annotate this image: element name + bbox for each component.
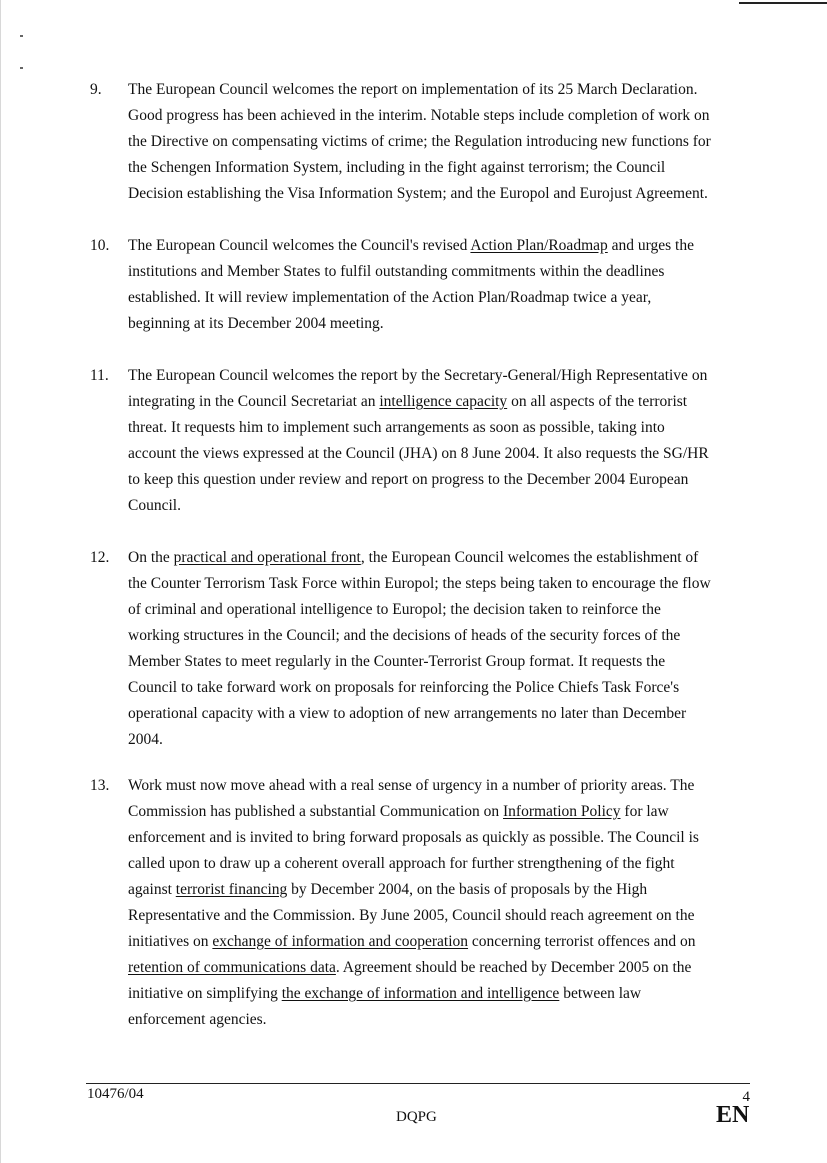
text-line — [128, 129, 758, 155]
paragraph-text — [128, 773, 758, 1033]
text-segment: between law — [559, 985, 642, 1002]
text-segment: enforcement and is invited to bring forward proposals as quickly as possible. The Council is — [128, 829, 699, 846]
text-segment: called upon to draw up a coherent overall approach for further strengthening of the fight — [128, 855, 675, 872]
text-segment: The European Council welcomes the report by the Secretary-General/High Representative on — [128, 367, 708, 384]
text-line — [128, 597, 758, 623]
text-line — [128, 493, 758, 519]
paragraph-number: 12. — [90, 549, 110, 566]
underlined-term: retention of communications data — [128, 959, 336, 976]
text-line — [128, 77, 758, 103]
text-segment: threat. It requests him to implement such arrangements as soon as possible, taking into — [128, 419, 665, 436]
text-segment: Council. — [128, 497, 181, 514]
text-segment: Good progress has been achieved in the interim. Notable steps include completion of work on — [128, 107, 710, 124]
text-segment: , the European Council welcomes the establishment of — [360, 549, 699, 566]
text-segment: for law — [620, 803, 669, 820]
paragraph-number: 11. — [90, 367, 109, 384]
text-segment: initiative on simplifying — [128, 985, 282, 1002]
text-line — [128, 955, 758, 981]
underlined-term: Information Policy — [503, 803, 621, 820]
text-line — [128, 103, 758, 129]
top-rule — [739, 2, 827, 4]
text-line — [128, 311, 758, 337]
text-line — [128, 155, 758, 181]
text-segment: The European Council welcomes the report on implementation of its 25 March Declaration. — [128, 81, 698, 98]
text-line — [128, 467, 758, 493]
text-line — [128, 545, 758, 571]
text-segment: Representative and the Commission. By June 2005, Council should reach agreement on the — [128, 907, 695, 924]
underlined-term: the exchange of information and intelligence — [281, 985, 560, 1002]
footer-department-code: DQPG — [396, 1109, 437, 1125]
text-line — [128, 285, 758, 311]
paragraph-number: 13. — [90, 777, 110, 794]
text-line — [128, 181, 758, 207]
paragraph-number: 9. — [90, 81, 102, 98]
paragraph-text — [128, 545, 758, 753]
text-line — [128, 675, 758, 701]
text-line — [128, 649, 758, 675]
text-segment: concerning terrorist offences and on — [468, 933, 696, 950]
underlined-term: terrorist financing — [175, 881, 288, 898]
text-segment: beginning at its December 2004 meeting. — [128, 315, 384, 332]
text-line — [128, 389, 758, 415]
text-line — [128, 877, 758, 903]
text-segment: the Counter Terrorism Task Force within Europol; the steps being taken to encourage the flow — [128, 575, 711, 592]
text-line — [128, 773, 758, 799]
paragraph-text — [128, 77, 758, 207]
text-line — [128, 825, 758, 851]
text-line — [128, 363, 758, 389]
text-segment: enforcement agencies. — [128, 1011, 267, 1028]
footer-document-number: 10476/04 — [87, 1086, 144, 1102]
text-line — [128, 727, 758, 753]
text-segment: to keep this question under review and report on progress to the December 2004 European — [128, 471, 689, 488]
text-segment: institutions and Member States to fulfil outstanding commitments within the deadlines — [128, 263, 665, 280]
text-segment: working structures in the Council; and the decisions of heads of the security forces of the — [128, 627, 681, 644]
text-segment: Work must now move ahead with a real sense of urgency in a number of priority areas. The — [128, 777, 695, 794]
text-line — [128, 441, 758, 467]
text-line — [128, 623, 758, 649]
text-line — [128, 259, 758, 285]
text-segment: initiatives on — [128, 933, 213, 950]
paragraph-number: 10. — [90, 237, 110, 254]
underlined-term: practical and operational front — [173, 549, 361, 566]
underlined-term: exchange of information and cooperation — [212, 933, 469, 950]
text-segment: Member States to meet regularly in the Counter-Terrorist Group format. It requests the — [128, 653, 666, 670]
underlined-term: intelligence capacity — [379, 393, 508, 410]
text-line — [128, 799, 758, 825]
text-segment: 2004. — [128, 731, 163, 748]
text-segment: Council to take forward work on proposals for reinforcing the Police Chiefs Task Force's — [128, 679, 680, 696]
text-line — [128, 701, 758, 727]
text-line — [128, 1007, 758, 1033]
text-segment: and urges the — [607, 237, 694, 254]
text-segment: against — [128, 881, 176, 898]
scan-mark — [20, 35, 23, 37]
text-segment: operational capacity with a view to adoption of new arrangements no later than December — [128, 705, 687, 722]
text-line — [128, 571, 758, 597]
text-segment: established. It will review implementation of the Action Plan/Roadmap twice a year, — [128, 289, 652, 306]
footer-page-number: 4 — [742, 1089, 750, 1105]
scan-mark — [20, 67, 23, 69]
text-segment: . Agreement should be reached by December 2005 on the — [335, 959, 692, 976]
paragraph-text — [128, 363, 758, 519]
text-segment: On the — [128, 549, 174, 566]
text-segment: Commission has published a substantial Communication on — [128, 803, 503, 820]
text-line — [128, 929, 758, 955]
text-segment: integrating in the Council Secretariat an — [128, 393, 380, 410]
text-segment: account the views expressed at the Council (JHA) on 8 June 2004. It also requests the SG/HR — [128, 445, 709, 462]
text-segment: of criminal and operational intelligence to Europol; the decision taken to reinforce the — [128, 601, 661, 618]
footer-language-code: EN — [716, 1102, 750, 1128]
underlined-term: Action Plan/Roadmap — [470, 237, 608, 254]
text-segment: the Directive on compensating victims of crime; the Regulation introducing new functions for — [128, 133, 711, 150]
text-line — [128, 233, 758, 259]
footer-rule — [86, 1083, 750, 1084]
text-segment: The European Council welcomes the Council's revised — [128, 237, 471, 254]
paragraph-text — [128, 233, 758, 337]
text-segment: the Schengen Information System, including in the fight against terrorism; the Council — [128, 159, 666, 176]
text-line — [128, 981, 758, 1007]
text-segment: on all aspects of the terrorist — [507, 393, 688, 410]
text-line — [128, 903, 758, 929]
text-segment: by December 2004, on the basis of proposals by the High — [287, 881, 648, 898]
text-segment: Decision establishing the Visa Information System; and the Europol and Eurojust Agreement. — [128, 185, 708, 202]
text-line — [128, 851, 758, 877]
scan-edge — [0, 0, 1, 1163]
text-line — [128, 415, 758, 441]
